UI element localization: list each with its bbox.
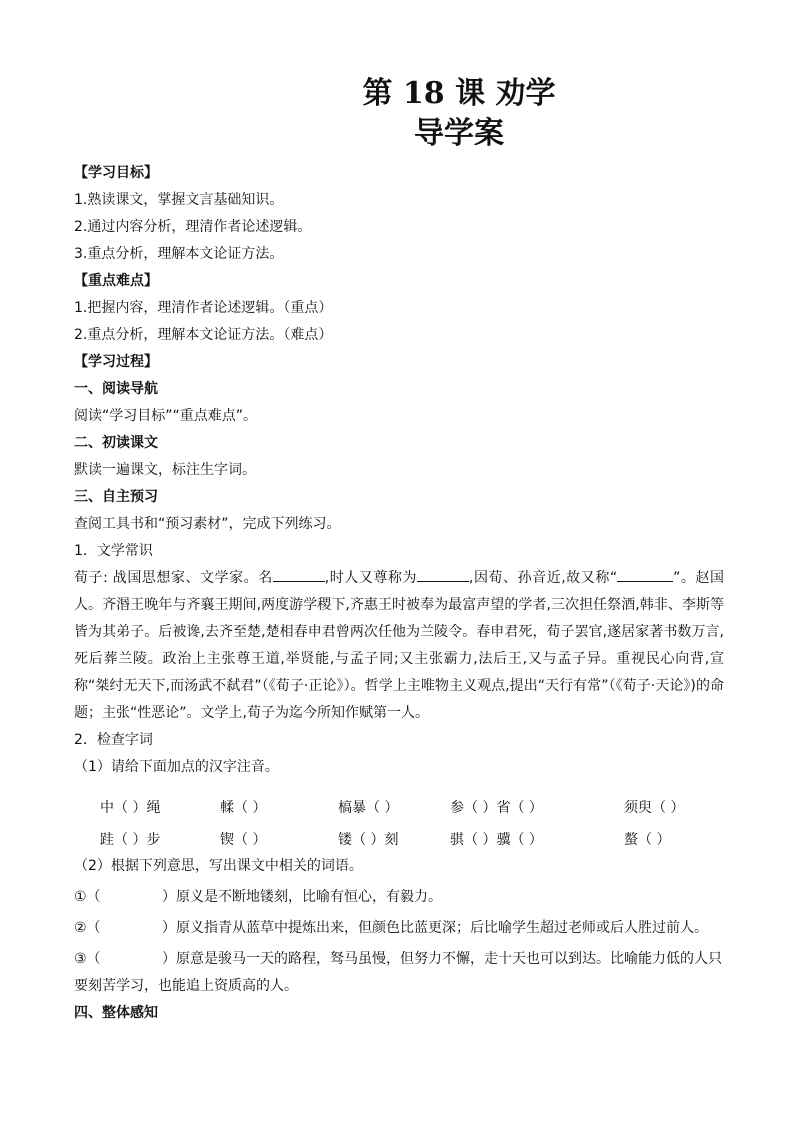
lesson-title: 第 18 课 劝学: [362, 76, 556, 111]
lit-text: ,时人又尊称为: [324, 570, 417, 586]
keypoints-header: 【重点难点】: [74, 273, 158, 289]
definition-blank[interactable]: ①（: [74, 889, 101, 905]
literature-paragraph: [74, 565, 724, 727]
objectives-header: 【学习目标】: [74, 165, 158, 181]
definition-item: [74, 884, 724, 911]
definition-item: [74, 946, 724, 1000]
pinyin-item[interactable]: 槁暴（ ）: [338, 800, 399, 816]
lit-text: 荀子: 战国思想家、文学家。名: [74, 570, 273, 586]
answer-blank[interactable]: [273, 566, 325, 582]
section-text: 默读一遍课文，标注生字词。: [74, 462, 256, 478]
pinyin-item[interactable]: 须臾（ ）: [624, 800, 685, 816]
answer-blank[interactable]: [617, 566, 673, 582]
pinyin-grid: [74, 781, 724, 848]
document-page: [74, 74, 724, 1027]
definition-blank[interactable]: ②（: [74, 920, 101, 936]
definition-blank[interactable]: ③（: [74, 951, 101, 967]
objective-item: 2.通过内容分析，理清作者论述逻辑。: [74, 219, 312, 235]
section-title: 三、自主预习: [74, 489, 158, 505]
section-text: 查阅工具书和“预习素材”，完成下列练习。: [74, 516, 341, 532]
pinyin-item[interactable]: 輮（ ）: [220, 800, 267, 816]
process-header: 【学习过程】: [74, 354, 158, 370]
section-title: 一、阅读导航: [74, 381, 158, 397]
pinyin-item[interactable]: 镂（ ）刻: [338, 832, 399, 848]
section-title: 二、初读课文: [74, 435, 158, 451]
pinyin-item[interactable]: 参（ ）省（ ）: [450, 800, 543, 816]
section-text: 阅读“学习目标”“重点难点”。: [74, 408, 258, 424]
pinyin-item[interactable]: 锲（ ）: [220, 832, 267, 848]
pinyin-item[interactable]: 跬（ ）步: [100, 832, 161, 848]
keypoint-item: 2.重点分析，理解本文论证方法。（难点）: [74, 327, 333, 343]
pinyin-item[interactable]: 螯（ ）: [624, 832, 671, 848]
pinyin-prompt: （1）请给下面加点的汉字注音。: [74, 759, 279, 775]
definition-text: ）原义指青从蓝草中提炼出来，但颜色比蓝更深；后比喻学生超过老师或后人胜过前人。: [162, 920, 708, 936]
pinyin-item[interactable]: 中（ ）绳: [100, 800, 161, 816]
check-title: 2．检查字词: [74, 732, 153, 748]
section-title: 四、整体感知: [74, 1005, 158, 1021]
objective-item: 1.熟读课文，掌握文言基础知识。: [74, 192, 284, 208]
lit-text: ”。赵国人。齐湣王晚年与齐襄王期间,两度游学稷下,齐惠王时被奉为最富声望的学者,三次担任祭酒,韩非、李斯等皆为其弟子。后被谗,去齐至楚,楚相春申君曾两次任他为兰陵令。春申君死，荀子罢官,遂居家著书数万言,死后葬兰陵。政治上主张尊王道,举贤能,与孟子同;又主张霸力,法后王,又与孟子异。重视民心向背,宣称“桀纣无天下,而汤武不弑君”（《荀子·正论》）。哲学上主唯物主义观点,提出“天行有常”（《荀子·天论》)的命题；主张“性恶论”。文学上,荀子为迄今所知作赋第一人。: [74, 570, 724, 721]
keypoint-item: 1.把握内容，理清作者论述逻辑。（重点）: [74, 300, 333, 316]
definition-item: [74, 915, 724, 942]
pinyin-item[interactable]: 骐（ ）骥（ ）: [450, 832, 543, 848]
literature-title: 1．文学常识: [74, 543, 153, 559]
lit-text: ,因荀、孙音近,故又称“: [469, 570, 618, 586]
definition-text: ）原意是骏马一天的路程，驽马虽慢，但努力不懈，走十天也可以到达。比喻能力低的人只要刻苦学习，也能追上资质高的人。: [74, 951, 722, 994]
answer-blank[interactable]: [417, 566, 469, 582]
definition-prompt: （2）根据下列意思，写出课文中相关的词语。: [74, 858, 363, 874]
definition-text: ）原义是不断地镂刻，比喻有恒心，有毅力。: [162, 889, 442, 905]
objective-item: 3.重点分析，理解本文论证方法。: [74, 246, 284, 262]
lesson-subtitle: 导学案: [414, 116, 504, 151]
